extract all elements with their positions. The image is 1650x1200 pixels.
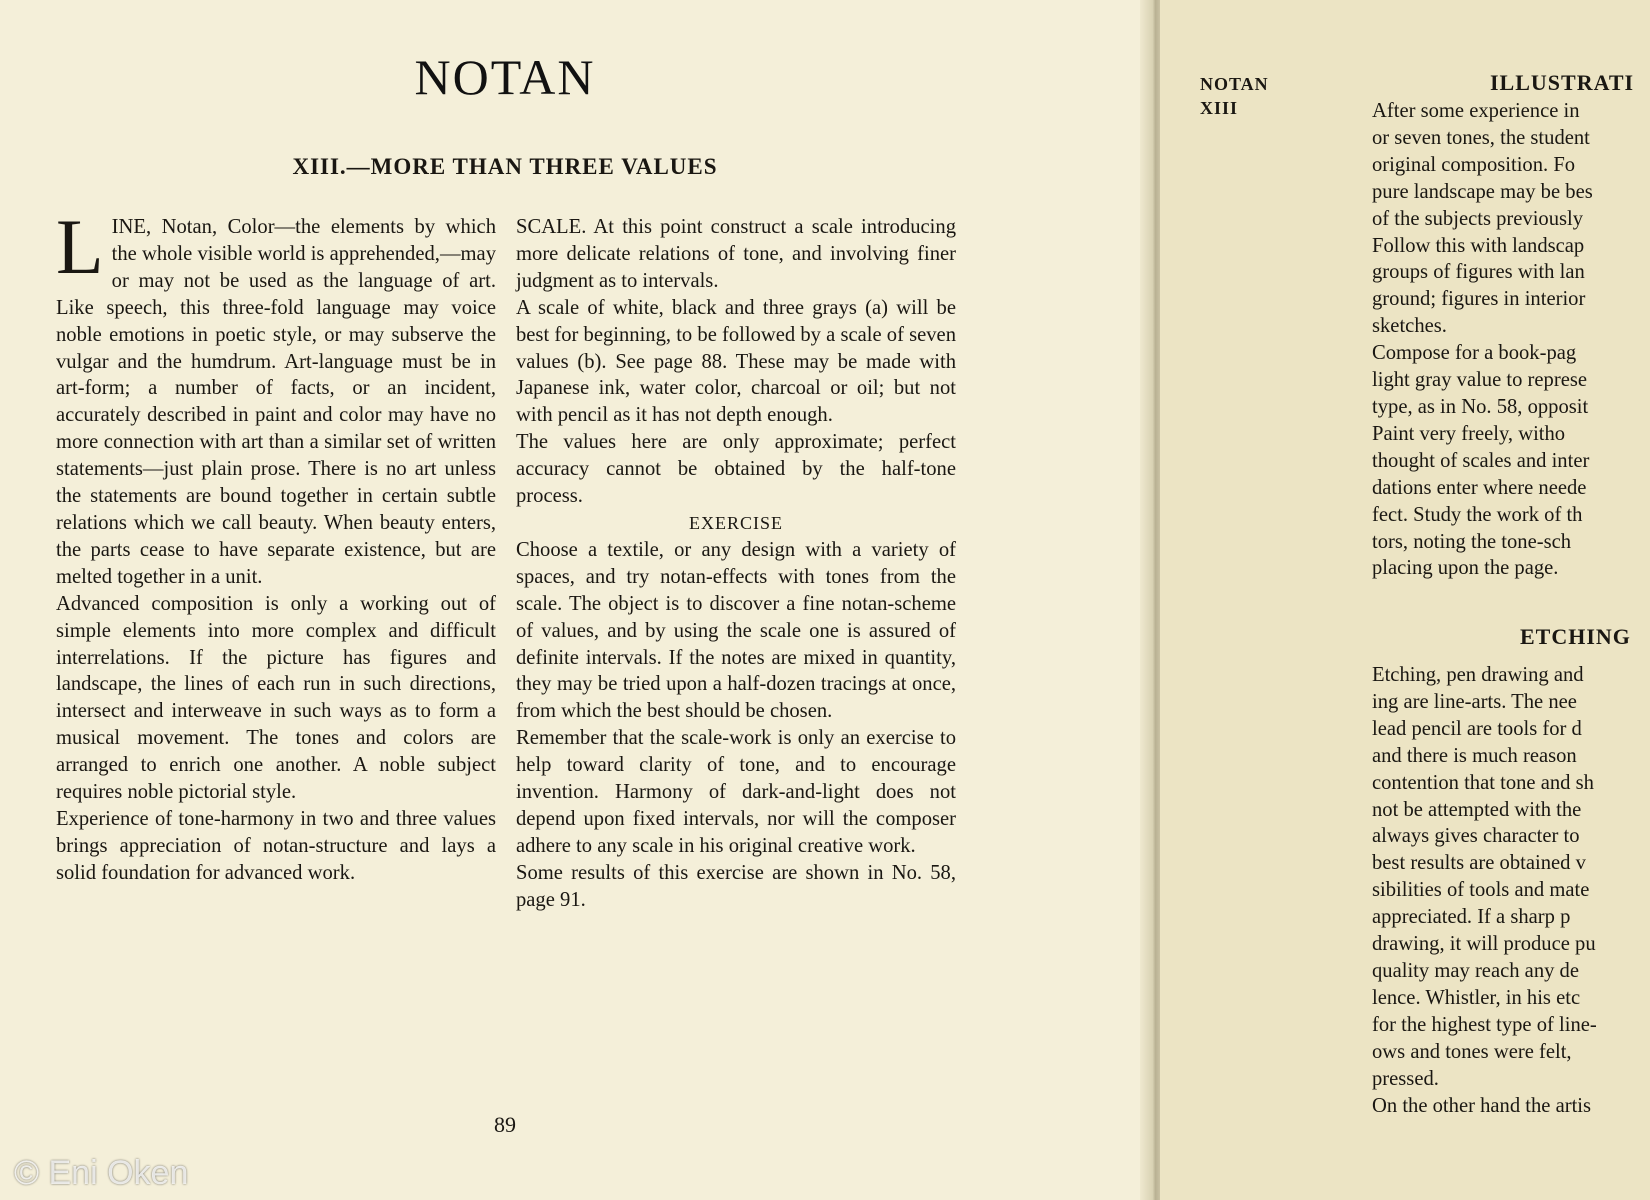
text-line: pressed. [1372,1067,1439,1090]
text-line: Follow this with landscap [1372,234,1585,257]
text-column-right [516,214,956,914]
right-page [1160,0,1650,1200]
text-line: After some experience in [1372,100,1580,122]
text-line: light gray value to represe [1372,369,1588,392]
exercise-heading: EXERCISE [688,512,783,533]
text-line: sketches. [1372,315,1447,338]
text-line: lence. Whistler, in his etc [1372,986,1581,1009]
text-line: fect. Study the work of th [1372,503,1583,526]
paragraph: Choose a textile, or any design with a variety of spaces, and try notan-effects with tones from the scale. The object is to discover a fine notan-scheme of values, and by using the scale one is assured of definite intervals. If the notes are mixed in quantity, they may be tried upon a half-dozen tracings at once, from which the best should be chosen. [516,538,956,723]
text-line: not be attempted with the [1372,798,1582,821]
text-line: quality may reach any de [1372,959,1579,982]
paragraph: Advanced composition is only a working out of simple elements into more complex and difficult interrelations. If the picture has figures and landscape, the lines of each run in such directions, intersect and interweave in such ways as to form a musical movement. The tones and colors are arranged to enrich one another. A noble subject requires noble pictorial style. [56,592,496,804]
text-line: sibilities of tools and mate [1372,879,1590,902]
text-line: and there is much reason [1372,744,1577,767]
paragraph: Remember that the scale-work is only an exercise to help toward clarity of tone, and to encourage invention. Harmony of dark-and-light does not depend upon fixed intervals, nor will the composer adhere to any scale in his original creative work. [516,727,956,857]
text-line: type, as in No. 58, opposit [1372,395,1589,418]
text-line: appreciated. If a sharp p [1372,906,1571,929]
text-line: ground; figures in interior [1372,288,1586,311]
text-line: lead pencil are tools for d [1372,717,1582,740]
page-title: NOTAN [414,49,596,105]
text-line: ows and tones were felt, [1372,1040,1572,1063]
etching-heading: ETCHING [1520,624,1631,649]
paragraph-text: INE, Notan, Color—the elements by which the whole visible world is apprehended,—may or may not be used as the language of art. Like speech, this three-fold language may voice noble emotions in poetic style, or may subserve the vulgar and the humdrum. Art-language must be in art-form; a number of facts, or an incident, accurately described in paint and color may have no more connection with art than a similar set of written statements—just plain prose. There is no art unless the statements are bound together in certain subtle relations which we call beauty. When beauty enters, the parts cease to have separate existence, but are melted together in a unit. [56,216,496,588]
text-line: thought of scales and inter [1372,449,1590,472]
watermark: © Eni Oken [14,1154,189,1192]
running-head-title: NOTAN [1200,74,1269,94]
drop-cap: L [56,203,104,290]
paragraph: Experience of tone-harmony in two and three values brings appreciation of notan-structure and lays a solid foundation for advanced work. [56,807,496,884]
text-line: On the other hand the artis [1372,1094,1592,1117]
text-column-left [56,203,496,887]
paragraph [56,203,496,591]
text-column-partial-top [1372,98,1650,582]
text-line: pure landscape may be bes [1372,180,1593,203]
paragraph: SCALE. At this point construct a scale introducing more delicate relations of tone, and involving finer judgment as to intervals. [516,216,956,292]
text-line: Paint very freely, witho [1372,422,1566,445]
text-line: or seven tones, the student [1372,126,1590,149]
text-line: for the highest type of line- [1372,1013,1597,1036]
paragraph: Some results of this exercise are shown in No. 58, page 91. [516,861,956,911]
paragraph: The values here are only approximate; perfect accuracy cannot be obtained by the half-tone process. [516,431,956,508]
page-number: 89 [494,1112,516,1137]
text-line: placing upon the page. [1372,557,1559,580]
section-heading: ILLUSTRATI [1490,70,1635,95]
text-line: ing are line-arts. The nee [1372,690,1577,713]
paragraph: A scale of white, black and three grays (a) will be best for beginning, to be followed by a scale of seven values (b). See page 88. These may be made with Japanese ink, water color, charcoal or oil; but not with pencil as it has not depth enough. [516,296,956,427]
text-column-partial-bottom [1372,662,1650,1119]
running-head [1200,72,1269,120]
text-line: dations enter where neede [1372,476,1587,499]
text-line: tors, noting the tone-sch [1372,530,1572,553]
text-line: contention that tone and sh [1372,771,1594,794]
text-line: of the subjects previously [1372,207,1584,230]
text-line: always gives character to [1372,825,1580,848]
text-line: best results are obtained v [1372,852,1586,875]
text-line: original composition. Fo [1372,153,1576,176]
text-line: groups of figures with lan [1372,261,1585,284]
text-line: drawing, it will produce pu [1372,933,1596,956]
chapter-heading: XIII.—MORE THAN THREE VALUES [292,154,718,179]
text-line: Compose for a book-pag [1372,342,1577,365]
running-head-chapter: XIII [1200,98,1239,118]
text-line: Etching, pen drawing and [1372,664,1584,686]
